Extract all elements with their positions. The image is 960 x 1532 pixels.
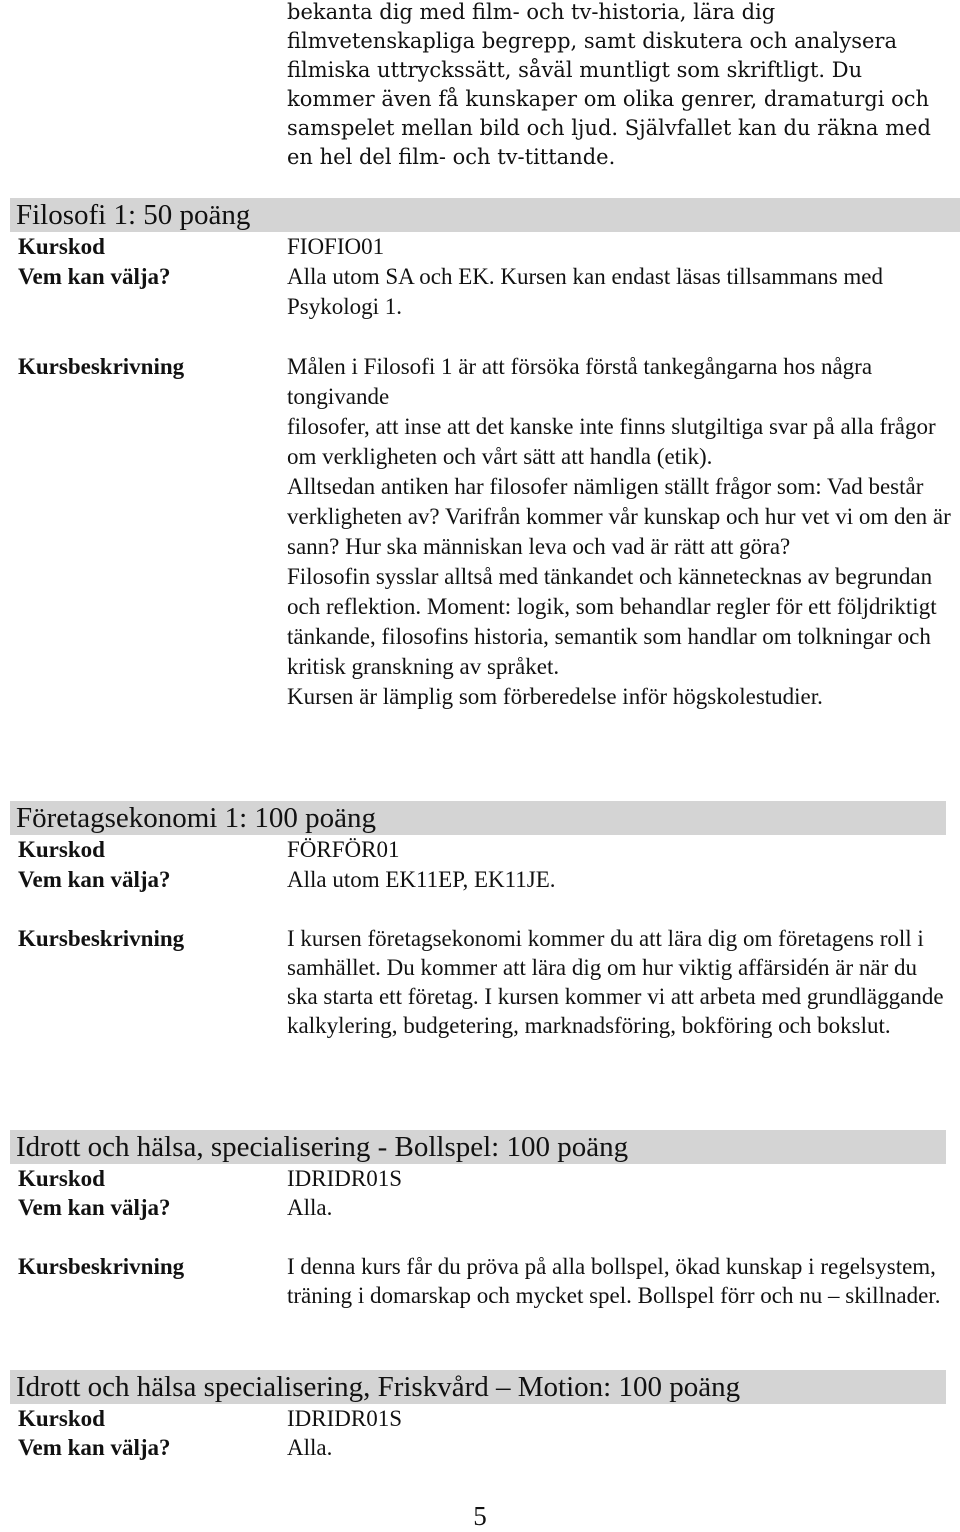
label-description: Kursbeskrivning	[18, 1254, 185, 1279]
course-heading-friskvard: Idrott och hälsa specialisering, Friskvård – Motion: 100 poäng	[10, 1370, 946, 1404]
course-code-value: FÖRFÖR01	[287, 837, 400, 862]
course-heading-bollspel: Idrott och hälsa, specialisering - Bollspel: 100 poäng	[10, 1130, 946, 1164]
label-course-code: Kurskod	[18, 1406, 105, 1431]
description-paragraph: Alltsedan antiken har filosofer nämligen ställt frågor som: Vad består verkligheten av? Varifrån kommer vår kunskap och hur vet vi om den är sann? Hur ska människan leva och vad är rätt att göra?	[287, 474, 951, 559]
description-paragraph: I kursen företagsekonomi kommer du att lära dig om företagens roll i samhället. Du kommer att lära dig om hur viktig affärsidén är när du ska starta ett företag. I kursen kommer vi att arbeta med grundläggande kalkylering, budgetering, marknadsföring, bokföring och bokslut.	[287, 926, 944, 1038]
intro-paragraph: bekanta dig med film- och tv-historia, lära dig filmvetenskapliga begrepp, samt diskutera och analysera filmiska uttryckssätt, såväl muntligt som skriftligt. Du kommer även få kunskaper om olika genrer, dramaturgi och samspelet mellan bild och ljud. Självfallet kan du räkna med en hel del film- och tv-tittande.	[287, 0, 931, 169]
who-can-choose-value: Alla.	[287, 1435, 333, 1460]
who-can-choose-value: Alla.	[287, 1195, 333, 1220]
description-paragraph: filosofer, att inse att det kanske inte finns slutgiltiga svar på alla frågor om verkligheten och vårt sätt att handla (etik).	[287, 414, 936, 469]
course-heading-filosofi: Filosofi 1: 50 poäng	[10, 198, 960, 232]
label-who-can-choose: Vem kan välja?	[18, 264, 171, 289]
description-paragraph: Målen i Filosofi 1 är att försöka förstå tankegångarna hos några tongivande	[287, 354, 873, 409]
page-number: 5	[473, 1501, 487, 1531]
course-heading-foretagsekonomi: Företagsekonomi 1: 100 poäng	[10, 801, 946, 835]
label-who-can-choose: Vem kan välja?	[18, 1435, 171, 1460]
label-description: Kursbeskrivning	[18, 354, 185, 379]
course-code-value: IDRIDR01S	[287, 1166, 403, 1191]
label-who-can-choose: Vem kan välja?	[18, 1195, 171, 1220]
description-paragraph: Kursen är lämplig som förberedelse inför högskolestudier.	[287, 684, 823, 709]
label-course-code: Kurskod	[18, 234, 105, 259]
course-description	[287, 352, 952, 712]
course-code-value: IDRIDR01S	[287, 1406, 403, 1431]
label-course-code: Kurskod	[18, 1166, 105, 1191]
label-description: Kursbeskrivning	[18, 926, 185, 951]
description-paragraph: I denna kurs får du pröva på alla bollspel, ökad kunskap i regelsystem, träning i domarskap och mycket spel. Bollspel förr och nu – skillnader.	[287, 1254, 941, 1308]
who-can-choose-value: Alla utom EK11EP, EK11JE.	[287, 867, 556, 892]
course-description	[287, 924, 952, 1040]
description-paragraph: Filosofin sysslar alltså med tänkandet och kännetecknas av begrundan och reflektion. Moment: logik, som behandlar regler för ett följdriktigt tänkande, filosofins historia, semantik som handlar om tolkningar och kritisk granskning av språket.	[287, 564, 937, 679]
who-can-choose-value: Alla utom SA och EK. Kursen kan endast läsas tillsammans med Psykologi 1.	[287, 264, 883, 319]
label-course-code: Kurskod	[18, 837, 105, 862]
course-code-value: FIOFIO01	[287, 234, 385, 259]
label-who-can-choose: Vem kan välja?	[18, 867, 171, 892]
course-description	[287, 1252, 952, 1310]
